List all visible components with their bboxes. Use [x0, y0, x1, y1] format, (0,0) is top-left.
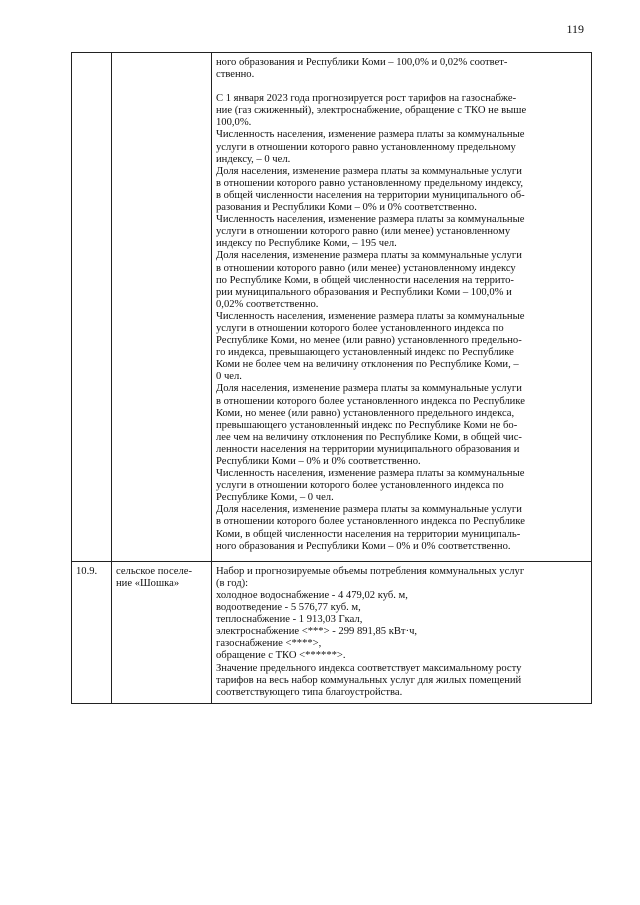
row-number-cell [72, 561, 112, 703]
document-table [71, 52, 592, 704]
table-row [72, 561, 592, 703]
description-paragraph: Набор и прогнозируемые объемы потребления коммунальных услуг (в год): холодное водоснабжение - 4 479,02 куб. м, водоотведение - 5 576,77 куб. м, теплоснабжение - 1 913,03 Гкал, электроснабжение <***> - 299 891,85 кВт·ч, газоснабжение <****>, обращение с ТКО <******>. Значение предельного индекса соответствует максимальному росту тарифов на весь набор коммунальных услуг для жилых помещений соответствующего типа благоустройства. [216, 565, 525, 698]
description-paragraph: С 1 января 2023 года прогнозируется рост тарифов на газоснабже- ние (газ сжиженный), электроснабжение, обращение с ТКО не выше 100,0%. Численность населения, изменение размера платы за коммунальные услуги в отношении которого равно установленному предельному индексу, – 0 чел. Доля населения, изменение размера платы за коммунальные услуги в отношении которого равно установленному предельному индексу, в общей численности населения на территории муниципального об- разования и Республики Коми – 0% и 0% соответственно. Численность населения, изменение размера платы за коммунальные услуги в отношении которого равно (или менее) установленному индексу по Республике Коми, – 195 чел. Доля населения, изменение размера платы за коммунальные услуги в отношении которого равно (или менее) установленному индексу по Республике Коми, в общей численности населения на террито- рии муниципального образования и Республики Коми – 100,0% и 0,02% соответственно. Численность населения, изменение размера платы за коммунальные услуги в отношении которого более установленного индекса по Республике Коми, но менее (или равно) установленного предельно- го индекса, превышающего установленный индекс по Республике Коми не более чем на величину отклонения по Республике Коми, – 0 чел. Доля населения, изменение размера платы за коммунальные услуги в отношении которого более установленного индекса по Республике Коми, но менее (или равно) установленного предельного индекса, превышающего установленный индекс по Республике Коми не бо- лее чем на величину отклонения по Республике Коми, в общей чис- ленности населения на территории муниципального образования и Республики Коми – 0% и 0% соответственно. Численность населения, изменение размера платы за коммунальные услуги в отношении которого более установленного индекса по Республике Коми, – 0 чел. Доля населения, изменение размера платы за коммунальные услуги в отношении которого более установленного индекса по Республике Коми, в общей численности населения на территории муниципаль- ного образования и Республики Коми – 0% и 0% соответственно. [216, 93, 527, 552]
settlement-name: сельское поселе- ние «Шошка» [116, 565, 193, 589]
settlement-cell [112, 561, 212, 703]
row-number: 10.9. [76, 565, 98, 577]
page-number: 119 [566, 22, 584, 36]
description-cell [212, 53, 592, 562]
description-paragraph: ного образования и Республики Коми – 100,0% и 0,02% соответ- ственно. [216, 57, 508, 81]
table-row [72, 53, 592, 562]
description-cell [212, 561, 592, 703]
row-number-cell [72, 53, 112, 562]
settlement-cell [112, 53, 212, 562]
